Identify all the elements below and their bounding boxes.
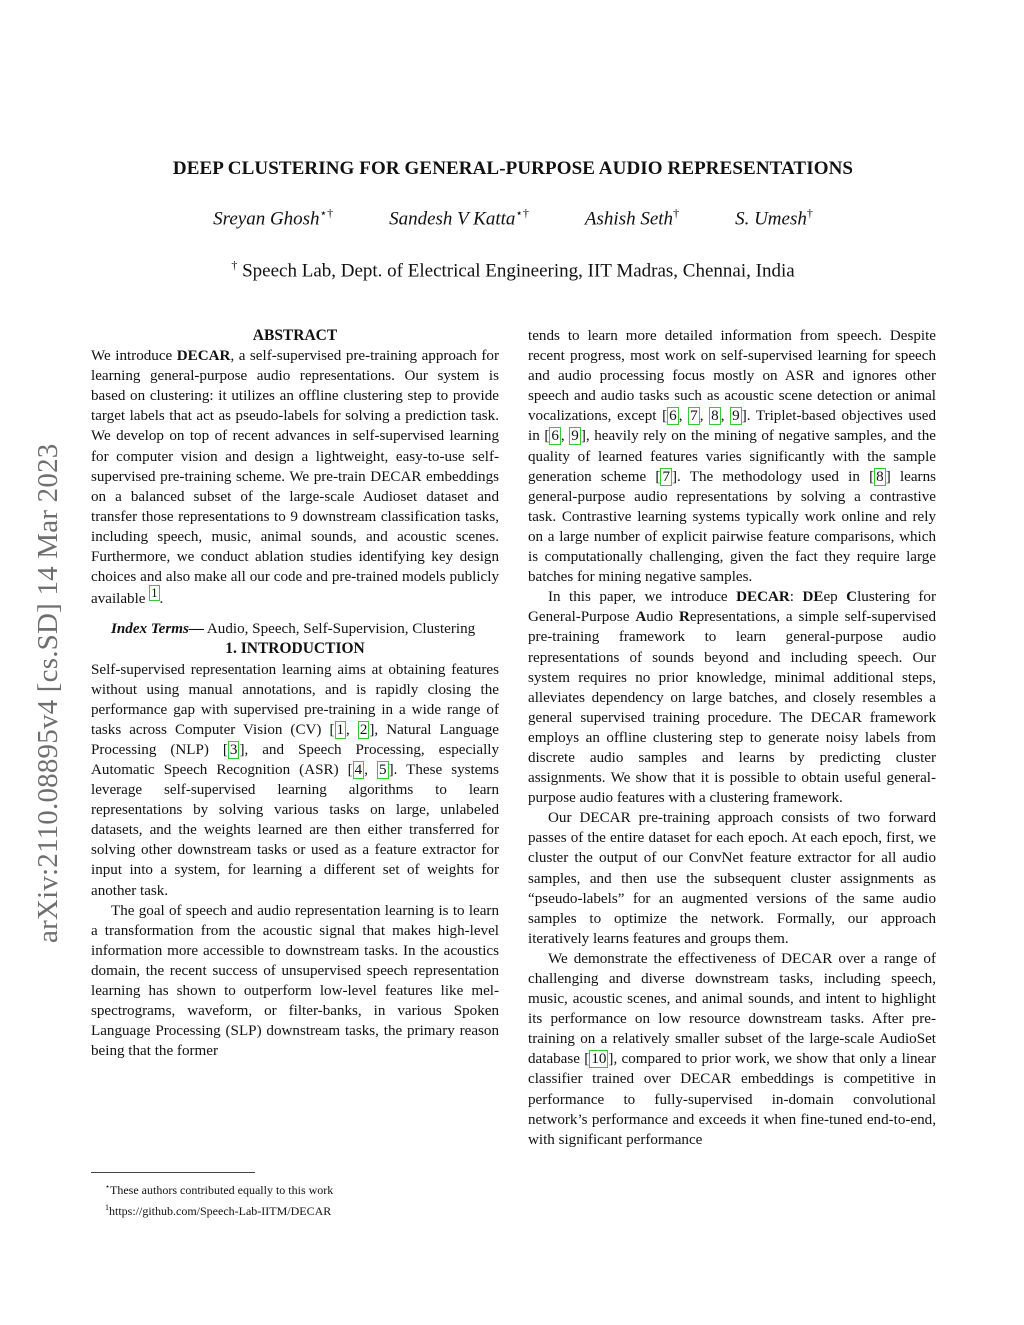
paper-title: DEEP CLUSTERING FOR GENERAL-PURPOSE AUDIO REPRESENTATIONS	[172, 158, 854, 179]
index-terms: Index Terms— Audio, Speech, Self-Supervision, Clustering	[111, 621, 476, 638]
citation-link[interactable]: 1	[336, 721, 345, 738]
left-column	[91, 326, 499, 1061]
right-column	[528, 326, 936, 1150]
footnote-link[interactable]: 1	[151, 586, 158, 601]
citation-link[interactable]: 7	[662, 468, 670, 485]
author: S. Umesh†	[735, 206, 813, 230]
intro-paragraph-3: tends to learn more detailed information from speech. Despite recent progress, most work on self-supervised learning for speech and audio processing focus mostly on ASR and ignores other speech and audio tasks such as acoustic scene detection or animal vocalizations, except [ 6 , 7 , 8 , 9 ]. Triplet-based objectives used in [ 6 , 9 ], heavily rely on the mining of negative samples, and the quality of learned features varies significantly with the sample generation scheme [ 7 ]. The methodology used in [ 8 ] learns general-purpose audio representations by solving a contrastive task. Contrastive learning systems typically work online and rely on a large number of explicit pairwise feature comparisons, which is computationally challenging, given the fact they require large batches for mining negative samples.	[528, 328, 937, 586]
citation-link[interactable]: 5	[379, 762, 387, 778]
intro-paragraph-4: In this paper, we introduce DECAR: DEep Clustering for General-Purpose Audio Representations, a simple self-supervised pre-training framework to learn general-purpose audio representations of sounds beyond and including speech. Our system requires no prior knowledge, minimal additional steps, alleviates dependency on large batches, and closely resembles a general supervised training procedure. The DECAR framework employs an offline clustering step to generate noisy labels from discrete audio samples and learns by predicting cluster assignments. We show that it is possible to obtain useful general-purpose audio features with a clustering framework.	[528, 589, 936, 807]
abstract-heading: ABSTRACT	[252, 327, 338, 344]
footnote: $^1$https://github.com/Speech-Lab-IITM/DECAR	[105, 1203, 332, 1218]
author: Sandesh V Katta⋆†	[389, 206, 529, 230]
abstract-body: We introduce DECAR, a self-supervised pre-training approach for learning general-purpose audio representations. Our system is based on clustering: it utilizes an offline clustering step to provide target labels that act as pseudo-labels for solving a prediction task. We develop on top of recent advances in self-supervised learning for computer vision and design a lightweight, easy-to-use self-supervised pre-training scheme. We pre-train DECAR embeddings on a balanced subset of the large-scale Audioset dataset and transfer those representations to 9 downstream classification tasks, including speech, music, animal sounds, and acoustic scenes. Furthermore, we conduct ablation studies identifying key design choices and also make all our code and pre-trained models publicly available $^1$ .	[91, 348, 499, 608]
footnote: ⋆These authors contributed equally to this work	[105, 1182, 334, 1197]
citation-link[interactable]: 2	[359, 721, 368, 738]
arxiv-identifier: arXiv:2110.08895v4 [cs.SD] 14 Mar 2023	[32, 443, 64, 943]
intro-paragraph-2: The goal of speech and audio representation learning is to learn a transformation from the acoustic signal that makes high-level information more accessible to downstream tasks. In the acoustics domain, the recent success of unsupervised speech representation learning has shown to outperform low-level features like mel-spectrograms, waveform, or filter-banks, in various Spoken Language Processing (SLP) downstream tasks, the primary reason being that the former	[91, 902, 499, 1060]
citation-link[interactable]: 9	[571, 428, 579, 445]
author: Sreyan Ghosh⋆†	[213, 206, 334, 230]
footnote-divider	[91, 1172, 255, 1173]
section-heading-introduction: 1. INTRODUCTION	[225, 640, 365, 658]
citation-link[interactable]: 9	[732, 408, 740, 425]
affiliation: † Speech Lab, Dept. of Electrical Engineering, IIT Madras, Chennai, India	[231, 258, 795, 282]
citation-link[interactable]: 10	[591, 1051, 607, 1068]
intro-paragraph-1: Self-supervised representation learning aims at obtaining features without using manual annotations, and is rapidly closing the performance gap with supervised pre-training in a wide range of tasks across Computer Vision (CV) [ 1 , 2 ], Natural Language Processing (NLP) [ 3 ], and Speech Processing, especially Automatic Speech Recognition (ASR) [ 4 , 5 ]. These systems leverage self-supervised learning algorithms to learn representations by solving various tasks on large, unlabeled datasets, and the weights learned are then either transferred for solving other downstream tasks or used as a feature extractor for input into a system, for learning a different set of weights for another task.	[91, 661, 500, 899]
author-list	[90, 206, 936, 230]
intro-paragraph-5: Our DECAR pre-training approach consists of two forward passes of the entire dataset for each epoch. At each epoch, first, we cluster the output of our ConvNet feature extractor for all audio samples, and then use the subsequent cluster assignments as “pseudo-labels” for an augmented versions of the same audio samples to optimize the network. Formally, our approach iteratively learns features and groups them.	[528, 810, 936, 947]
citation-link[interactable]: 8	[876, 468, 884, 485]
citation-link[interactable]: 7	[690, 408, 698, 425]
citation-link[interactable]: 4	[354, 762, 363, 778]
footnote-url-link[interactable]: https://github.com/Speech-Lab-IITM/DECAR	[109, 1204, 332, 1218]
citation-link[interactable]: 3	[229, 741, 238, 758]
intro-paragraph-6: We demonstrate the effectiveness of DECAR over a range of challenging and diverse downstream tasks, including speech, music, acoustic scenes, and animal sounds, and intent to highlight its performance on low resource downstream tasks. After pre-training on a relatively smaller subset of the large-scale AudioSet database [ 10 ], compared to prior work, we show that only a linear classifier trained over DECAR embeddings is competitive in performance to fully-supervised in-domain convolutional network’s performance and exceeds it when fine-tuned end-to-end, with significant performance	[528, 950, 936, 1148]
citation-link[interactable]: 8	[711, 408, 719, 425]
footnotes	[105, 1178, 505, 1220]
citation-link[interactable]: 6	[669, 408, 677, 425]
citation-link[interactable]: 6	[551, 428, 559, 445]
author: Ashish Seth†	[584, 206, 680, 230]
